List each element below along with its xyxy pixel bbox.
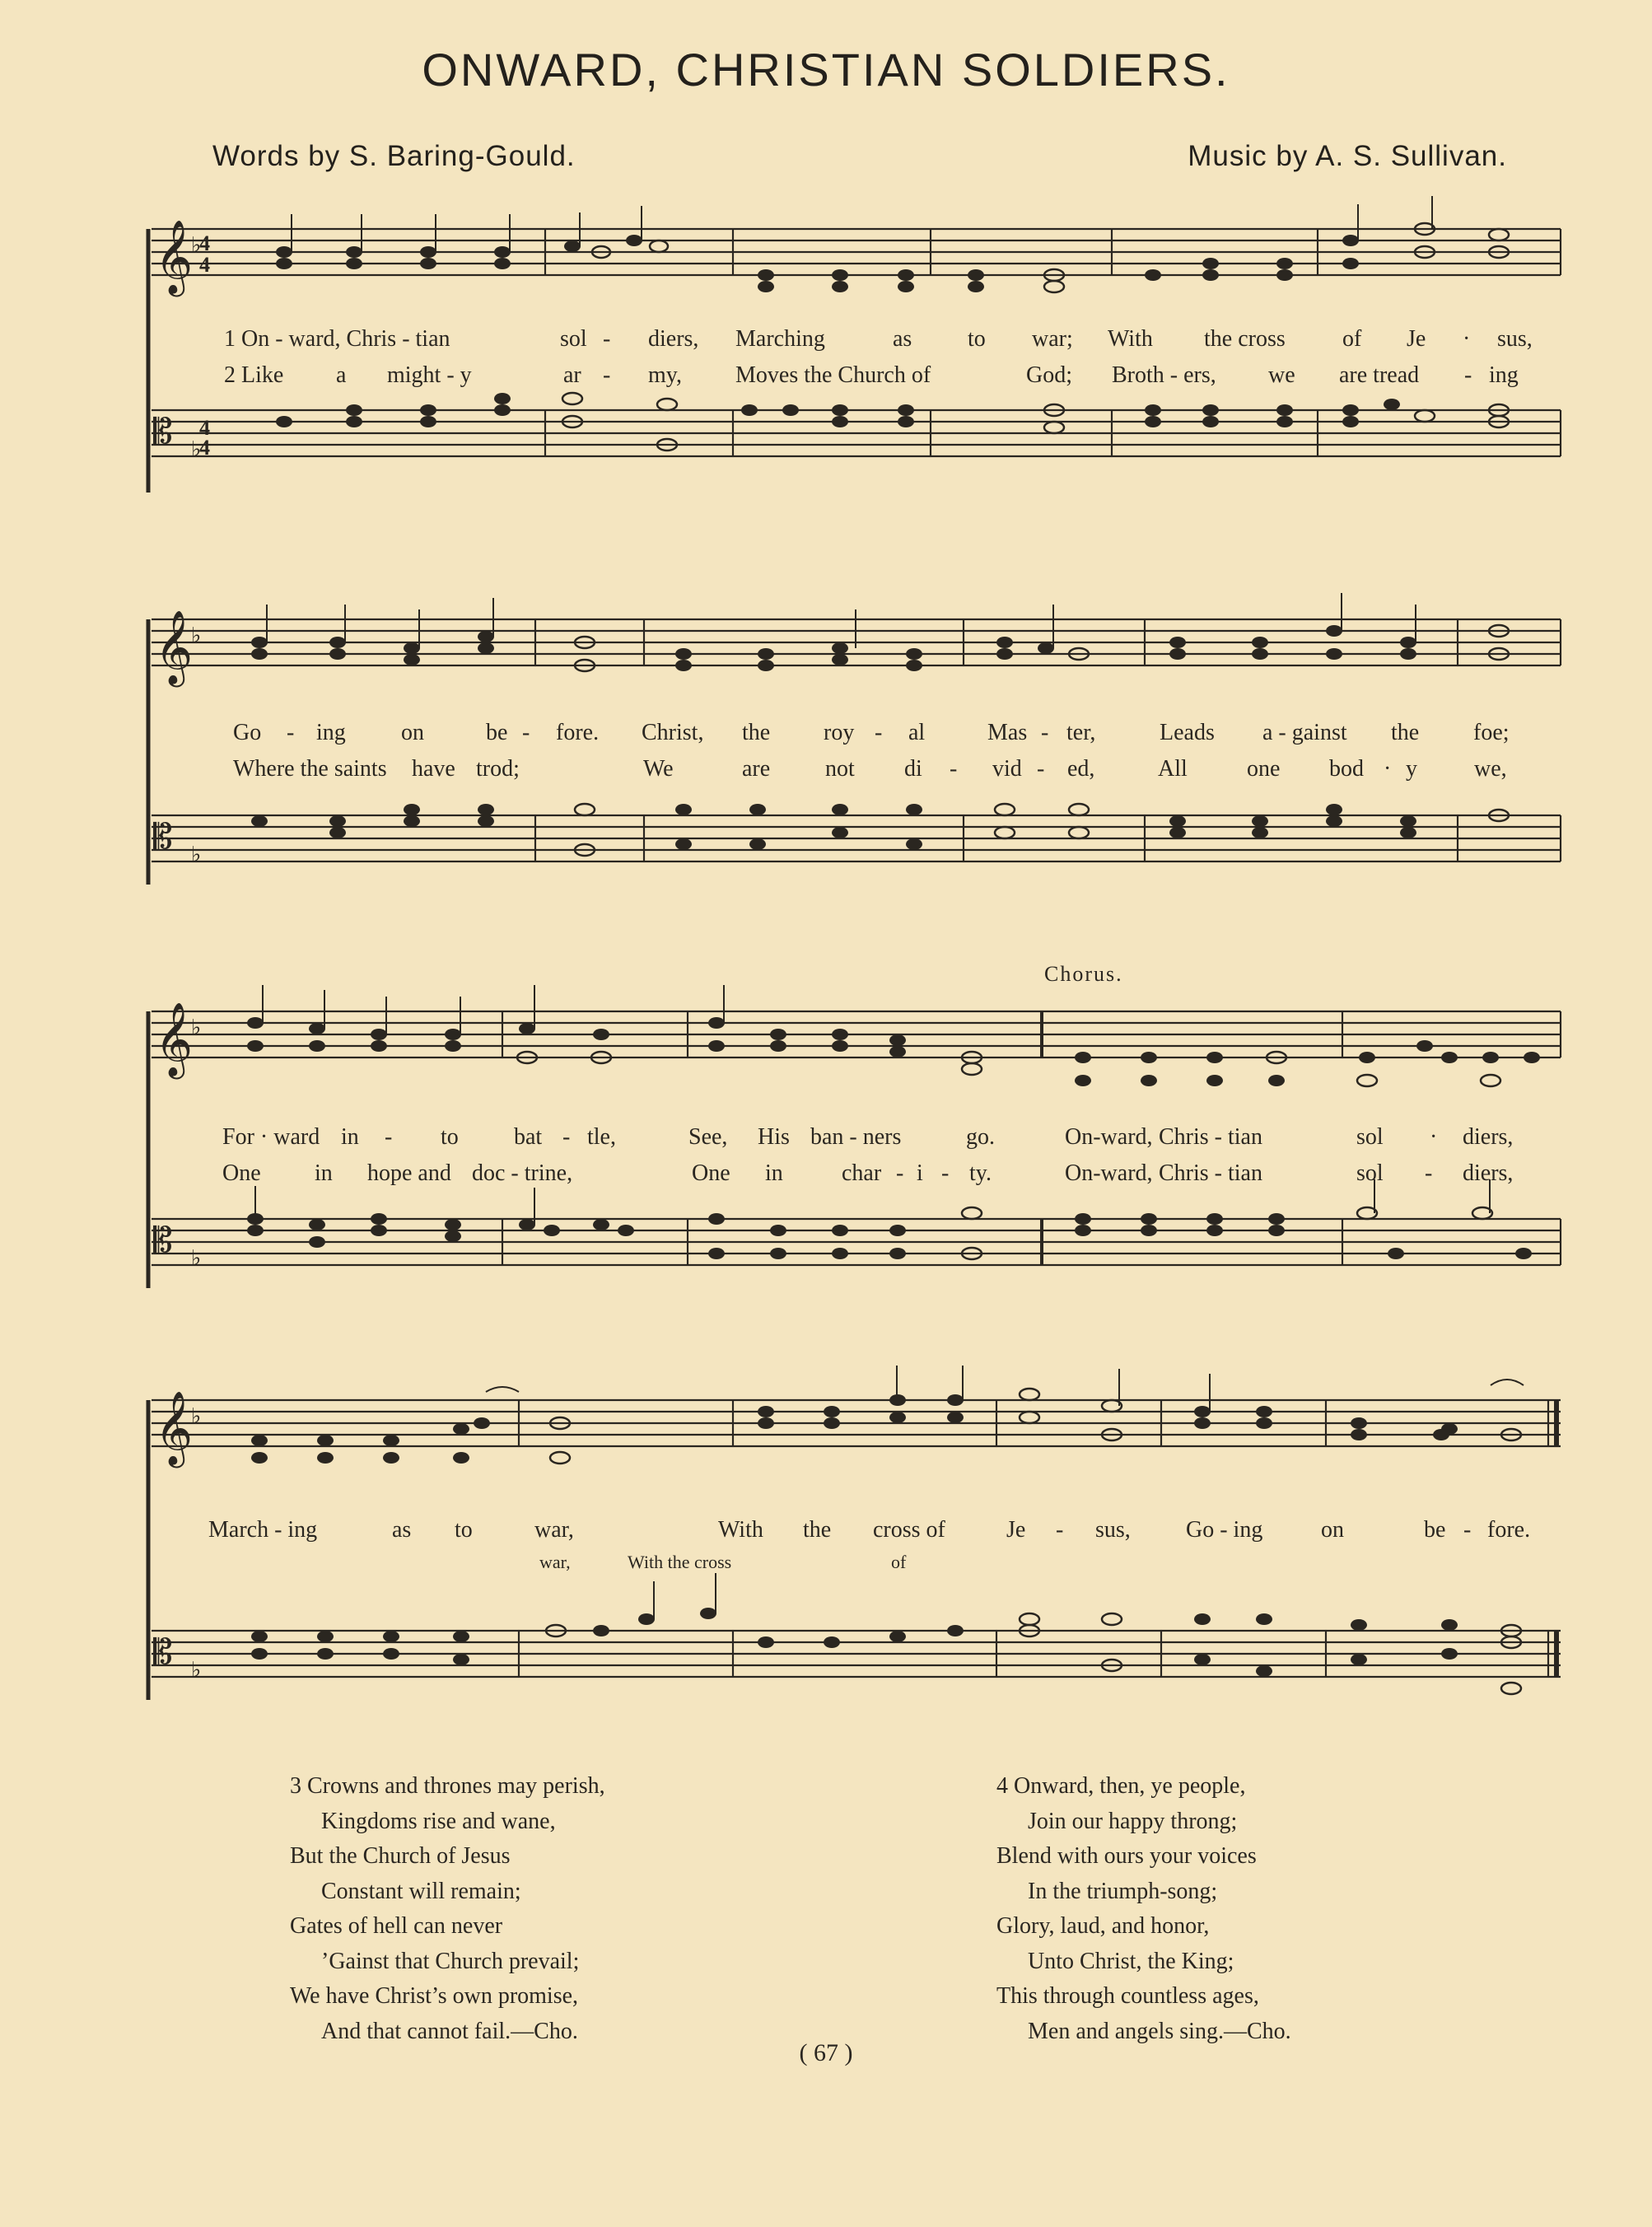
verse-3: 3 Crowns and thrones may perish, Kingdoms rise and wane, But the Church of Jesus Constant will remain; Gates of hell can never ’Gainst that Church prevail; We have Christ’s own promise, And that cannot fail.—Cho. bbox=[290, 1773, 605, 2044]
lyrics-s3-v1: For · ward in - to bat - tle, See, His ban - ners go. On-ward, Chris - tian sol · diers, bbox=[222, 1124, 1514, 1150]
tenor-clef-icon: 𝄡 bbox=[153, 1220, 173, 1260]
lyrics-s2-v1: Go - ing on be - fore. Christ, the roy - al Mas - ter, Leads a - gainst the foe; bbox=[233, 720, 1510, 745]
svg-text:♭: ♭ bbox=[191, 1658, 202, 1682]
chorus-label: Chorus. bbox=[1044, 962, 1123, 986]
svg-text:4: 4 bbox=[199, 436, 210, 460]
svg-text:♭: ♭ bbox=[191, 843, 202, 866]
hymn-title: ONWARD, CHRISTIAN SOLDIERS. bbox=[422, 44, 1230, 96]
music-credit: Music by A. S. Sullivan. bbox=[1188, 140, 1507, 172]
svg-text:4: 4 bbox=[199, 231, 210, 255]
lyrics-s3-v2: One in hope and doc - trine, One in char - i - ty. On-ward, Chris - tian sol - diers, bbox=[222, 1160, 1514, 1186]
page-number: ( 67 ) bbox=[799, 2039, 853, 2066]
svg-text:4: 4 bbox=[199, 253, 210, 277]
svg-text:4: 4 bbox=[199, 416, 210, 440]
lyrics-s2-v2: Where the saints have trod; We are not di - vid - ed, All one bod · y we, bbox=[233, 756, 1507, 782]
svg-text:♭: ♭ bbox=[191, 623, 202, 647]
svg-text:♭: ♭ bbox=[191, 1015, 202, 1039]
lyrics-s1-v1: 1 On - ward, Chris - tian sol - diers, Marching as to war; With the cross of Je · sus, bbox=[224, 326, 1533, 352]
svg-text:♭: ♭ bbox=[191, 437, 202, 461]
treble-clef-icon: 𝄞 bbox=[155, 1002, 194, 1076]
lyrics-s1-v2: 2 Like a might - y ar - my, Moves the Church of God; Broth - ers, we are tread - ing bbox=[224, 362, 1519, 388]
svg-text:♭: ♭ bbox=[191, 1404, 202, 1428]
verse-4: 4 Onward, then, ye people, Join our happy throng; Blend with ours your voices In the triumph-song; Glory, laud, and honor, Unto Christ, the King; This through countless ages, Men and angels sing.—Cho. bbox=[996, 1773, 1291, 2044]
words-credit: Words by S. Baring-Gould. bbox=[212, 140, 576, 172]
lyrics-s4-v1: March - ing as to war, With the cross of Je - sus, Go - ing on be - fore. bbox=[208, 1517, 1531, 1543]
tenor-clef-icon: 𝄡 bbox=[153, 816, 173, 857]
lyrics-s4-bass: war, With the cross of bbox=[539, 1552, 907, 1572]
treble-clef-icon: 𝄞 bbox=[155, 1391, 194, 1465]
tenor-clef-icon: 𝄡 bbox=[153, 1632, 173, 1672]
flat-icon: ♭ bbox=[191, 233, 202, 257]
treble-clef-icon: 𝄞 bbox=[155, 610, 194, 684]
svg-text:♭: ♭ bbox=[191, 1246, 202, 1270]
tenor-clef-icon: 𝄡 bbox=[153, 411, 173, 451]
treble-clef-icon: 𝄞 bbox=[155, 220, 194, 294]
